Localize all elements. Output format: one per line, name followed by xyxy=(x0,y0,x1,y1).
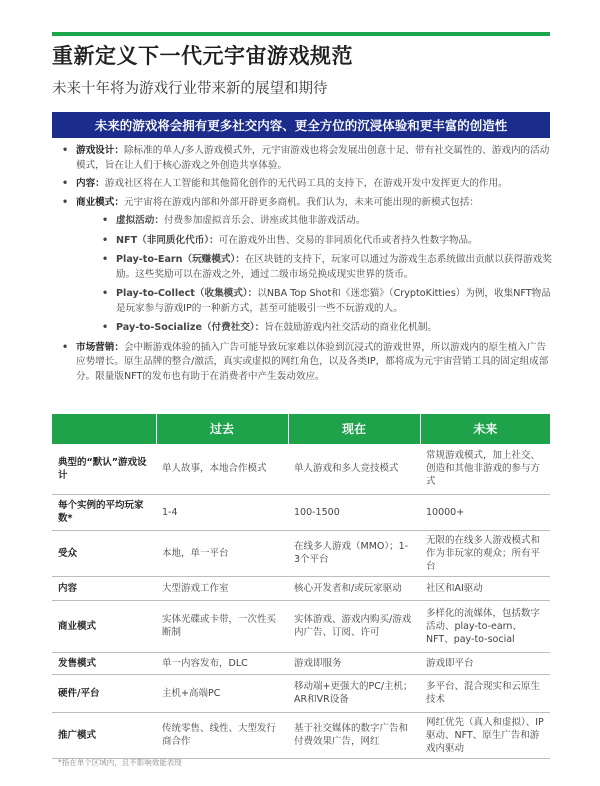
sub-bullet-text: 以NBA Top Shot和《迷恋猫》（CryptoKitties）为例，收集NFT物品是玩家参与游戏IP的一种新方式，甚至可能吸引一些不玩游戏的人。 xyxy=(116,288,551,314)
bullet-dot-icon: • xyxy=(102,254,109,265)
sub-bullet-label: Play-to-Collect（收集模式）： xyxy=(116,288,258,299)
bullet-dot-icon: • xyxy=(62,145,69,156)
table-header-cell: 过去 xyxy=(156,414,288,444)
row-label: 发售模式 xyxy=(52,652,156,674)
table-cell: 核心开发者和/或玩家驱动 xyxy=(288,576,420,600)
table-row xyxy=(52,652,550,674)
table-row xyxy=(52,600,550,652)
table-cell: 基于社交媒体的数字广告和付费效果广告，网红 xyxy=(288,712,420,758)
sub-bullet-play-to-collect xyxy=(60,287,552,316)
sub-bullet-text: 可在游戏外出售、交易的非同质化代币或者持久性数字物品。 xyxy=(218,234,478,246)
table-cell: 传统零售、线性、大型发行商合作 xyxy=(156,712,288,758)
sub-bullet-label: 虚拟活动： xyxy=(116,215,164,226)
bullet-content xyxy=(60,177,552,192)
table-header-cell xyxy=(52,414,156,444)
table-cell: 多样化的流媒体，包括数字活动、play-to-earn、NFT、pay-to-social xyxy=(420,600,550,652)
table-cell: 无限的在线多人游戏模式和作为非玩家的观众；所有平台 xyxy=(420,530,550,576)
table-row xyxy=(52,494,550,530)
sub-bullet-pay-to-socialize xyxy=(60,321,552,336)
bullet-label: 市场营销： xyxy=(76,341,124,353)
row-label: 推广模式 xyxy=(52,712,156,758)
table-row xyxy=(52,444,550,494)
table-cell: 在线多人游戏（MMO）；1-3个平台 xyxy=(288,530,420,576)
table-header-cell: 未来 xyxy=(420,414,550,444)
table-cell: 移动端+更强大的PC/主机；AR和VR设备 xyxy=(288,674,420,712)
table-cell: 实体光碟或卡带，一次性买断制 xyxy=(156,600,288,652)
table-cell: 网红优先（真人和虚拟）、IP驱动、NFT、原生广告和游戏内驱动 xyxy=(420,712,550,758)
sub-bullet-label: NFT（非同质化代币）： xyxy=(116,234,219,246)
sub-bullet-label: Pay-to-Socialize（付费社交）： xyxy=(116,322,265,333)
row-label: 硬件/平台 xyxy=(52,674,156,712)
table-cell: 社区和AI驱动 xyxy=(420,576,550,600)
sub-bullet-virtual-events xyxy=(60,214,552,229)
sub-bullet-nft xyxy=(60,234,552,249)
row-label: 每个实例的平均玩家数* xyxy=(52,494,156,530)
row-label: 受众 xyxy=(52,530,156,576)
page-title: 重新定义下一代元宇宙游戏规范 xyxy=(52,44,353,68)
bullet-text: 除标准的单人/多人游戏模式外，元宇宙游戏也将会发展出创意十足、带有社交属性的、游戏内的活动模式，旨在让人们于核心游戏之外创造共享体验。 xyxy=(76,145,550,171)
table-cell: 本地，单一平台 xyxy=(156,530,288,576)
table-row xyxy=(52,576,550,600)
table-header-cell: 现在 xyxy=(288,414,420,444)
bullet-label: 游戏设计： xyxy=(76,145,124,156)
bullet-label: 商业模式： xyxy=(76,196,124,208)
bullet-text: 元宇宙将在游戏内部和外部开辟更多商机。我们认为，未来可能出现的新模式包括： xyxy=(123,196,479,208)
row-label: 典型的“默认”游戏设计 xyxy=(52,444,156,494)
top-accent-rule xyxy=(52,32,550,36)
bullet-business-model xyxy=(60,196,552,211)
bullet-label: 内容： xyxy=(76,178,105,189)
table-cell: 单一内容发布，DLC xyxy=(156,652,288,674)
table-cell: 1-4 xyxy=(156,494,288,530)
bullet-list xyxy=(60,144,552,388)
table-cell: 主机+高端PC xyxy=(156,674,288,712)
bullet-game-design xyxy=(60,144,552,173)
bullet-marketing xyxy=(60,341,552,385)
table-header-row xyxy=(52,414,550,444)
table-cell: 常规游戏模式，加上社交、创造和其他非游戏的参与方式 xyxy=(420,444,550,494)
table-row xyxy=(52,674,550,712)
bullet-dot-icon: • xyxy=(62,196,69,208)
bullet-text: 游戏社区将在人工智能和其他简化创作的无代码工具的支持下，在游戏开发中发挥更大的作用。 xyxy=(104,178,508,189)
table-cell: 游戏即平台 xyxy=(420,652,550,674)
section-banner: 未来的游戏将会拥有更多社交内容、更全方位的沉浸体验和更丰富的创造性 xyxy=(52,112,550,138)
sub-bullet-label: Play-to-Earn（玩赚模式）： xyxy=(116,254,245,265)
bullet-dot-icon: • xyxy=(102,288,109,299)
row-label: 内容 xyxy=(52,576,156,600)
table-row xyxy=(52,712,550,758)
bullet-dot-icon: • xyxy=(62,341,69,353)
table-cell: 多平台、混合现实和云原生技术 xyxy=(420,674,550,712)
sub-bullet-text: 旨在鼓励游戏内社交活动的商业化机制。 xyxy=(264,322,438,333)
page-subtitle: 未来十年将为游戏行业带来新的展望和期待 xyxy=(52,81,328,97)
comparison-table xyxy=(52,414,550,759)
bullet-dot-icon: • xyxy=(102,215,109,226)
row-label: 商业模式 xyxy=(52,600,156,652)
table-cell: 游戏即服务 xyxy=(288,652,420,674)
table-cell: 大型游戏工作室 xyxy=(156,576,288,600)
bullet-dot-icon: • xyxy=(102,234,109,246)
table-cell: 实体游戏、游戏内购买/游戏内广告、订阅、许可 xyxy=(288,600,420,652)
sub-bullet-text: 付费参加虚拟音乐会、讲座或其他非游戏活动。 xyxy=(163,215,366,226)
bullet-dot-icon: • xyxy=(102,322,109,333)
source-watermark xyxy=(470,778,550,786)
footnote: *指在单个区域内，且不影响效能表现 xyxy=(58,758,182,767)
sub-bullet-text: 在区块链的支持下，玩家可以通过为游戏生态系统做出贡献以获得游戏奖励。这些奖励可以在游戏之外，通过二级市场兑换成现实世界的货币。 xyxy=(116,254,552,280)
table-cell: 10000+ xyxy=(420,494,550,530)
sub-bullet-play-to-earn xyxy=(60,253,552,282)
bullet-text: 会中断游戏体验的插入广告可能导致玩家难以体验到沉浸式的游戏世界，所以游戏内的原生植入广告应势增长。原生品牌的整合/激活，真实或虚拟的网红角色，以及各类IP，都将成为元宇宙营销工具的固定组成部分。限量版NFT的发布也有助于在消费者中产生轰动效应。 xyxy=(76,341,549,382)
bullet-dot-icon: • xyxy=(62,178,69,189)
table-row xyxy=(52,530,550,576)
table-cell: 单人故事，本地合作模式 xyxy=(156,444,288,494)
table-cell: 100-1500 xyxy=(288,494,420,530)
table-cell: 单人游戏和多人竞技模式 xyxy=(288,444,420,494)
